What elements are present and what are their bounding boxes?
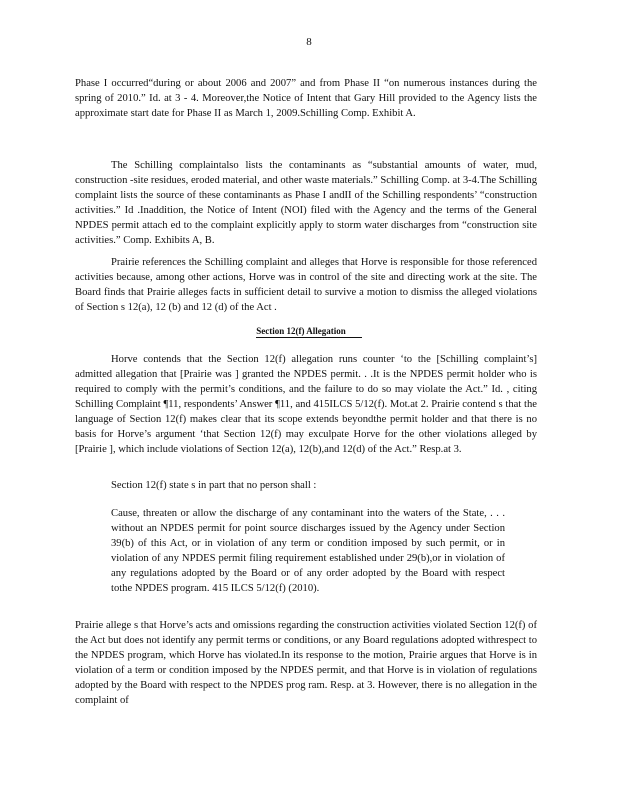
section-heading [0, 326, 618, 338]
paragraph-horve-contends: Horve contends that the Section 12(f) allegation runs counter ‘to the [Schilling complaint’s] admitted allegation that [Prairie was ] granted the NPDES permit. . .It is the NPDES permit holder who is required to comply with the permit’s conditions, and the failure to do so may violate the Act.” Id. , citing Schilling Complaint ¶11, respondents’ Answer ¶11, and 415ILCS 5/12(f). Mot.at 2. Prairie contend s that the language of Section 12(f) makes clear that its scope extends beyondthe permit holder and that there is no basis for Horve’s argument ‘that Section 12(f) may exculpate Horve for the other violations alleged by [Prairie ], which include violations of Section 12(a), 12(b),and 12(d) of the Act.” Resp.at 3. [75, 354, 537, 455]
paragraph-prairie-alleges: Prairie allege s that Horve’s acts and omissions regarding the construction activities violated Section 12(f) of the Act but does not identify any permit terms or conditions, or any Board regulations adopted withrespect to the NPDES program, which Horve has violated.In its response to the motion, Prairie argues that Horve is in violation of a term or condition imposed by the NPDES permit, and that Horve is in violation of regulations adopted by the Board with respect to the NPDES prog ram. Resp. at 3. However, there is no allegation in the complaint of [75, 620, 537, 706]
paragraph-section-states: Section 12(f) state s in part that no person shall : [111, 480, 317, 491]
paragraph-contaminants: The Schilling complaintalso lists the contaminants as “substantial amounts of water, mud, construction -site residues, eroded material, and other waste materials.” Schilling Comp. at 3-4.The Schilling complaint lists the source of these contaminants as Phase I andII of the Schilling respondents’ “construction activities.” Id .Inaddition, the Notice of Intent (NOI) filed with the Agency and the terms of the General NPDES permit attach ed to the complaint explicitly apply to storm water discharges from “construction site activities.” Comp. Exhibits A, B. [75, 160, 537, 246]
page-number: 8 [306, 36, 312, 48]
block-quote-statute: Cause, threaten or allow the discharge of any contaminant into the waters of the State, . . . without an NPDES permit for point source discharges issued by the Agency under Section 39(b) of this Act, or in violation of any term or condition imposed by such permit, or in violation of any NPDES permit filing requirement established under 29(b),or in violation of any regulations adopted by the Board or of any order adopted by the Board with respect tothe NPDES program. 415 ILCS 5/12(f) (2010). [111, 508, 505, 594]
paragraph-phase-dates: Phase I occurred“during or about 2006 and 2007” and from Phase II “on numerous instances during the spring of 2010.” Id. at 3 - 4. Moreover,the Notice of Intent that Gary Hill provided to the Agency lists the approximate start date for Phase II as March 1, 2009.Schilling Comp. Exhibit A. [75, 78, 537, 119]
paragraph-prairie-references: Prairie references the Schilling complaint and alleges that Horve is responsible for those referenced activities because, among other actions, Horve was in control of the site and directing work at the site. The Board finds that Prairie alleges facts in sufficient detail to survive a motion to dismiss the alleged violations of Section s 12(a), 12 (b) and 12 (d) of the Act . [75, 257, 537, 313]
section-heading-text: Section 12(f) Allegation [256, 326, 362, 338]
